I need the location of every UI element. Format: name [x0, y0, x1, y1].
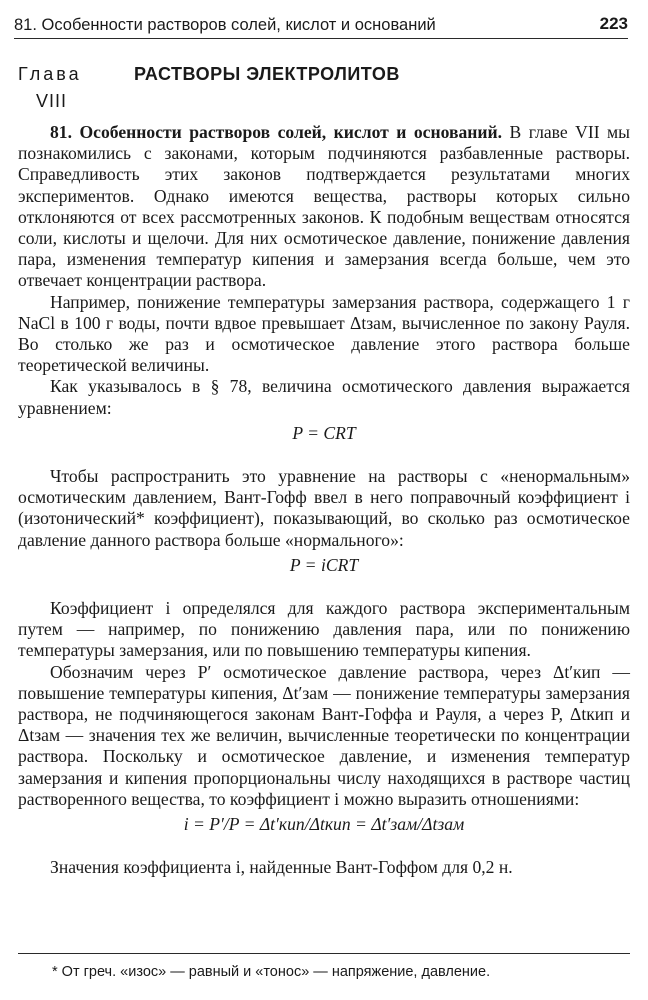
running-header	[14, 10, 628, 39]
formula-vant-hoff: P = iCRT	[289, 554, 359, 575]
paragraph-5: Коэффициент i определялся для каждого раствора экспериментальным путем — например, по понижению давления пара, или по понижению температуры замерзания, или по повышению температуры кипения.	[18, 598, 630, 661]
paragraph-1-text: В главе VII мы познакомились с законами, которым подчиняются разбавленные растворы. Справедливость этих законов подтверждается результатами многих экспериментов. Однако имеются вещества, растворы которых сильно отклоняются от всех рассмотренных законов. К подобным веществам относятся соли, кислоты и щелочи. Для них осмотическое давление, понижение давления пара, изменения температур кипения и замерзания всегда больше, чем это отвечает концентрации раствора.	[18, 122, 630, 291]
chapter-number: VIII	[36, 91, 68, 111]
formula-osmotic: P = CRT	[292, 422, 356, 443]
page-number: 223	[599, 14, 628, 33]
paragraph-2: Например, понижение температуры замерзания раствора, содержащего 1 г NaCl в 100 г воды, почти вдвое превышает Δtзам, вычисленное по закону Рауля. Во столько же раз и осмотическое давление этого раствора больше теоретической величины.	[18, 291, 630, 376]
body-text	[18, 122, 630, 879]
section-heading: 81. Особенности растворов солей, кислот и оснований.	[50, 122, 503, 142]
running-title: 81. Особенности растворов солей, кислот и оснований	[14, 16, 436, 34]
paragraph-4: Чтобы распространить это уравнение на растворы с «ненормальным» осмотическим давлением, Вант-Гофф ввел в него поправочный коэффициент i (изотонический* коэффициент), показывающий, во сколько раз осмотическое давление данного раствора больше «нормального»:	[18, 466, 630, 550]
formula-isotonic-coefficient: i = P′/P = Δt′кип/Δtкип = Δt′зам/Δtзам	[183, 814, 465, 835]
paragraph-3: Как указывалось в § 78, величина осмотического давления выражается уравнением:	[18, 376, 630, 418]
chapter-title: РАСТВОРЫ ЭЛЕКТРОЛИТОВ	[134, 64, 400, 84]
paragraph-6: Обозначим через P′ осмотическое давление раствора, через Δt′кип — повышение температуры кипения, Δt′зам — понижение температуры замерзания раствора, не подчиняющегося законам Вант-Гоффа и Рауля, а через P, Δtкип и Δtзам — значения тех же величин, вычисленные теоретически по концентрации раствора. Поскольку и осмотическое давление, и изменения температур замерзания и кипения пропорциональны числу находящихся в растворе частиц растворенного вещества, то коэффициент i можно выразить отношениями:	[18, 661, 630, 809]
footnote: * От греч. «изос» — равный и «тонос» — напряжение, давление.	[52, 964, 491, 980]
paragraph-1	[18, 122, 630, 292]
paragraph-7: Значения коэффициента i, найденные Вант-Гоффом для 0,2 н.	[50, 857, 513, 878]
footnote-divider	[18, 953, 630, 954]
chapter-label: Глава	[18, 64, 82, 84]
